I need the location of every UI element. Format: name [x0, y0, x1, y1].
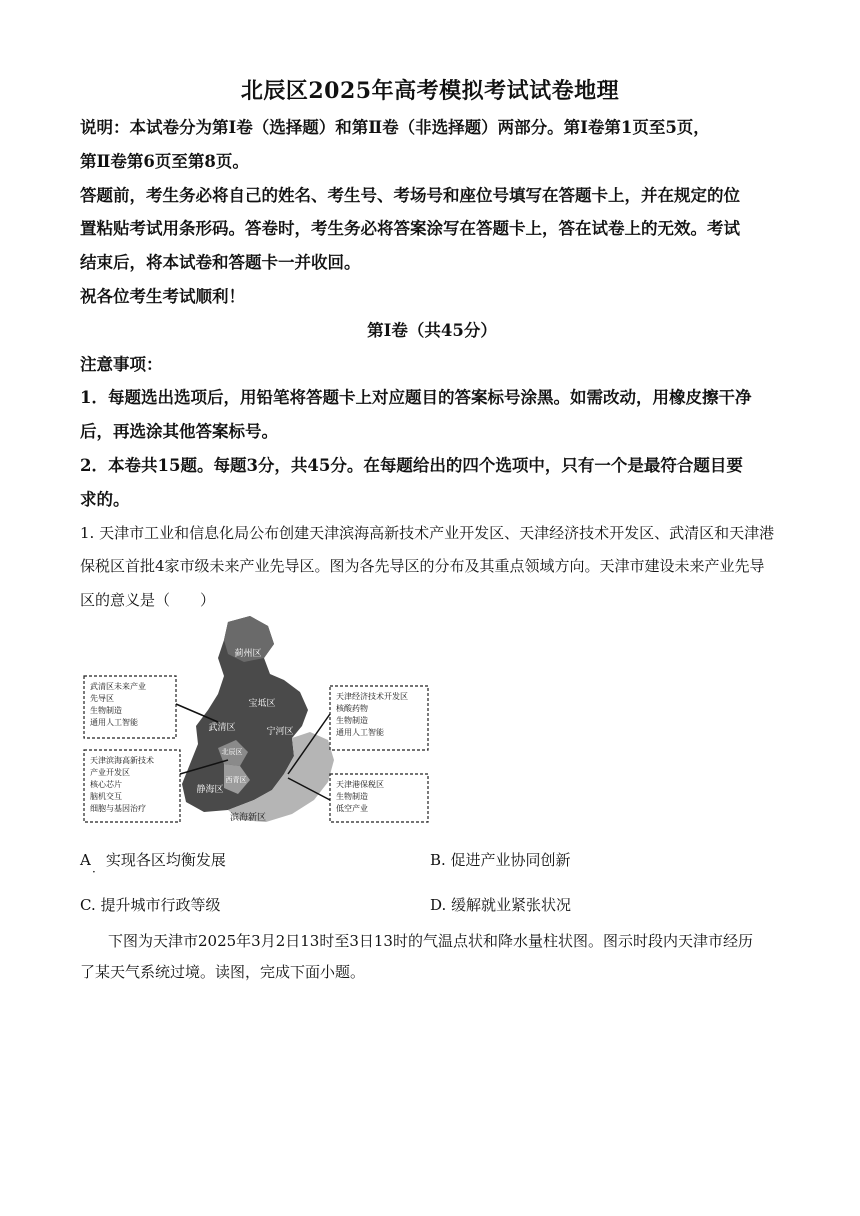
wuqing-box-line-1: 武清区未来产业: [90, 682, 146, 691]
wuqing-box-line-3: 生物制造: [90, 706, 122, 715]
notice-heading: 注意事项：: [80, 355, 163, 374]
question-1-line-3: 区的意义是（ ）: [80, 591, 216, 609]
port-box-line-2: 生物制造: [336, 792, 368, 801]
district-label-binhai: 滨海新区: [229, 813, 267, 823]
notice-line-3: 2．本卷共15题。每题3分，共45分。在每题给出的四个选项中，只有一个是最符合题目要: [80, 456, 743, 475]
section-title: 第Ⅰ卷（共45分）: [367, 321, 497, 340]
district-label-wuqing: 武清区: [208, 723, 236, 733]
district-label-baodi: 宝坻区: [248, 699, 276, 709]
intro-line-5: 结束后，将本试卷和答题卡一并收回。: [80, 253, 361, 272]
question-2-intro-line-2: 了某天气系统过境。读图，完成下面小题。: [80, 963, 366, 981]
intro-line-4: 置粘贴考试用条形码。答卷时，考生务必将答案涂写在答题卡上，答在试卷上的无效。考试: [80, 219, 740, 238]
port-box-line-3: 低空产业: [336, 804, 368, 813]
binhai-hitech-box-line-2: 产业开发区: [90, 768, 130, 777]
notice-line-4: 求的。: [80, 490, 130, 509]
district-label-ninghe: 宁河区: [266, 727, 294, 737]
district-label-jizhou: 蓟州区: [234, 649, 262, 659]
binhai-hitech-box-line-1: 天津滨海高新技术: [90, 756, 154, 765]
teda-box-line-2: 核酸药物: [336, 704, 368, 713]
exam-title: 北辰区2025年高考模拟考试试卷地理: [240, 78, 620, 104]
option-b: B. 促进产业协同创新: [430, 851, 571, 869]
teda-box-line-4: 通用人工智能: [336, 728, 384, 737]
option-a: A 实现各区均衡发展: [80, 851, 226, 869]
wuqing-box-line-4: 通用人工智能: [90, 718, 138, 727]
good-luck-line: 祝各位考生考试顺利！: [80, 287, 245, 306]
district-label-beichen: 北辰区: [221, 748, 243, 756]
intro-line-3: 答题前，考生务必将自己的姓名、考生号、考场号和座位号填写在答题卡上，并在规定的位: [80, 186, 740, 205]
wuqing-box-line-2: 先导区: [90, 694, 114, 703]
stray-dot-mark: ·: [92, 865, 96, 879]
teda-box-line-1: 天津经济技术开发区: [336, 692, 408, 701]
option-c: C. 提升城市行政等级: [80, 896, 221, 914]
question-1-line-1: 1. 天津市工业和信息化局公布创建天津滨海高新技术产业开发区、天津经济技术开发区、武清区和天津港: [80, 524, 775, 542]
notice-line-1: 1．每题选出选项后，用铅笔将答题卡上对应题目的答案标号涂黑。如需改动，用橡皮擦干净: [80, 388, 752, 407]
option-d: D. 缓解就业紧张状况: [430, 896, 572, 914]
district-label-jinghai: 静海区: [196, 785, 224, 795]
binhai-hitech-box-line-5: 细胞与基因治疗: [90, 804, 146, 813]
tianjin-pilot-zone-map: [78, 614, 440, 832]
binhai-hitech-box-line-4: 脑机交互: [90, 792, 122, 801]
notice-line-2: 后，再选涂其他答案标号。: [80, 422, 278, 441]
port-box-line-1: 天津港保税区: [336, 780, 384, 789]
intro-line-2: 第Ⅱ卷第6页至第8页。: [80, 152, 249, 171]
question-1-line-2: 保税区首批4家市级未来产业先导区。图为各先导区的分布及其重点领域方向。天津市建设未来产业先导: [80, 557, 765, 575]
binhai-hitech-box-line-3: 核心芯片: [90, 780, 122, 789]
intro-line-1: 说明：本试卷分为第Ⅰ卷（选择题）和第Ⅱ卷（非选择题）两部分。第Ⅰ卷第1页至5页，: [80, 118, 710, 137]
district-label-xiqing: 西青区: [225, 776, 247, 784]
teda-box-line-3: 生物制造: [336, 716, 368, 725]
question-2-intro-line-1: 下图为天津市2025年3月2日13时至3日13时的气温点状和降水量柱状图。图示时段内天津市经历: [108, 932, 753, 950]
